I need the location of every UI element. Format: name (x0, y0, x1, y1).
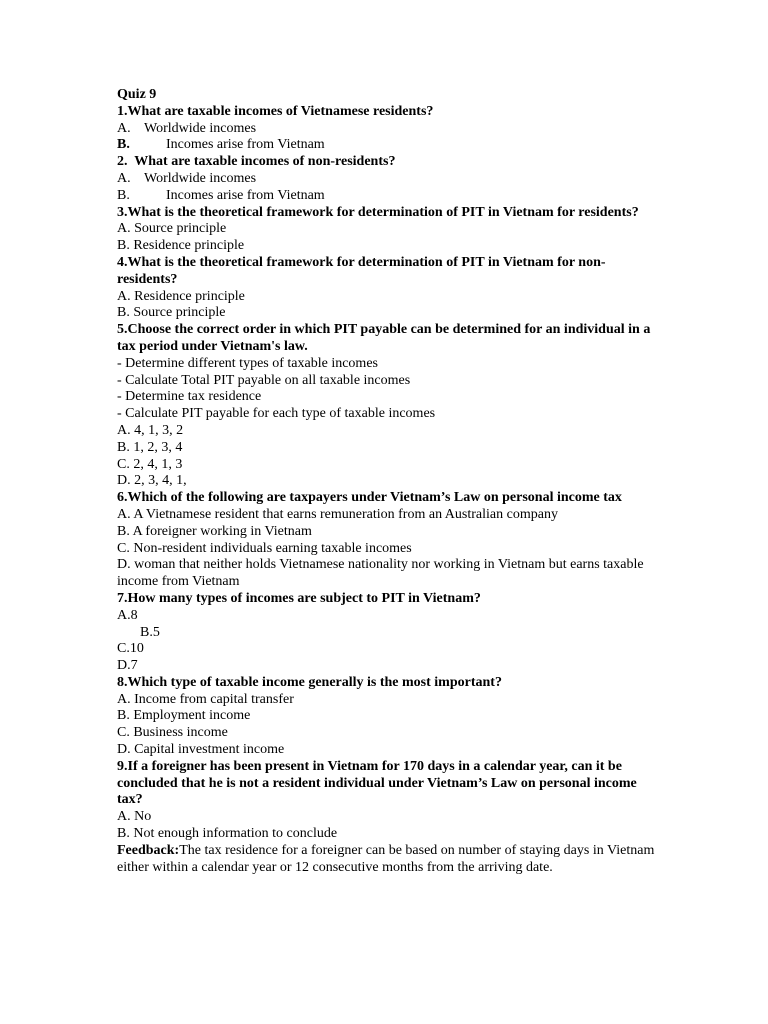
question-7: 7.How many types of incomes are subject to PIT in Vietnam? (117, 590, 481, 606)
q4-option-a: A. Residence principle (117, 288, 245, 304)
q2-option-a-text: Worldwide incomes (144, 170, 257, 186)
question-8: 8.Which type of taxable income generally is the most important? (117, 674, 502, 690)
question-6: 6.Which of the following are taxpayers under Vietnam’s Law on personal income tax (117, 490, 622, 506)
quiz-title: Quiz 9 (117, 87, 157, 102)
q2-option-b (117, 188, 657, 205)
q6-option-b: B. A foreigner working in Vietnam (117, 523, 312, 539)
q1-option-b-text: Incomes arise from Vietnam (166, 137, 325, 153)
q1-option-b-letter: B. (117, 137, 130, 153)
q8-option-c: C. Business income (117, 725, 228, 741)
q7-option-b: B.5 (140, 624, 160, 640)
q7-option-a: A.8 (117, 607, 138, 623)
question-2: 2. What are taxable incomes of non-residents? (117, 154, 396, 170)
feedback-paragraph (117, 843, 657, 877)
question-9: 9.If a foreigner has been present in Vietnam for 170 days in a calendar year, can it be concluded that he is not a resident individual under Vietnam’s Law on personal income tax? (117, 758, 637, 808)
q5-option-b: B. 1, 2, 3, 4 (117, 439, 183, 455)
question-5: 5.Choose the correct order in which PIT payable can be determined for an individual in a tax period under Vietnam's law. (117, 322, 651, 354)
q7-option-d: D.7 (117, 658, 138, 674)
q5-step-3: - Determine tax residence (117, 389, 262, 405)
quiz-document (117, 87, 657, 876)
q1-option-b (117, 137, 657, 154)
q5-option-a: A. 4, 1, 3, 2 (117, 422, 184, 438)
q9-option-a: A. No (117, 809, 152, 825)
q8-option-b: B. Employment income (117, 708, 251, 724)
q2-option-b-letter: B. (117, 187, 130, 203)
q5-step-1: - Determine different types of taxable incomes (117, 355, 378, 371)
q3-option-a: A. Source principle (117, 221, 227, 237)
q1-option-a (117, 121, 657, 138)
q9-option-b: B. Not enough information to conclude (117, 826, 338, 842)
q5-step-4: - Calculate PIT payable for each type of taxable incomes (117, 406, 436, 422)
question-3: 3.What is the theoretical framework for determination of PIT in Vietnam for residents? (117, 204, 639, 220)
q5-step-2: - Calculate Total PIT payable on all taxable incomes (117, 372, 411, 388)
q7-option-c: C.10 (117, 641, 144, 657)
q6-option-c: C. Non-resident individuals earning taxable incomes (117, 540, 412, 556)
q6-option-a: A. A Vietnamese resident that earns remuneration from an Australian company (117, 506, 558, 522)
q4-option-b: B. Source principle (117, 305, 226, 321)
feedback-label: Feedback: (117, 842, 180, 858)
q2-option-a (117, 171, 657, 188)
question-1: 1.What are taxable incomes of Vietnamese residents? (117, 103, 434, 119)
q1-option-a-letter: A. (117, 120, 131, 136)
feedback-text: The tax residence for a foreigner can be based on number of staying days in Vietnam either within a calendar year or 12 consecutive months from the arriving date. (117, 842, 655, 875)
q8-option-d: D. Capital investment income (117, 742, 285, 758)
q2-option-a-letter: A. (117, 170, 131, 186)
q5-option-c: C. 2, 4, 1, 3 (117, 456, 183, 472)
q1-option-a-text: Worldwide incomes (144, 120, 257, 136)
q6-option-d: D. woman that neither holds Vietnamese nationality nor working in Vietnam but earns taxable income from Vietnam (117, 557, 644, 590)
question-4: 4.What is the theoretical framework for determination of PIT in Vietnam for non-residents? (117, 254, 606, 287)
q2-option-b-text: Incomes arise from Vietnam (166, 187, 325, 203)
q8-option-a: A. Income from capital transfer (117, 691, 294, 707)
q5-option-d: D. 2, 3, 4, 1, (117, 473, 187, 489)
q3-option-b: B. Residence principle (117, 238, 245, 254)
